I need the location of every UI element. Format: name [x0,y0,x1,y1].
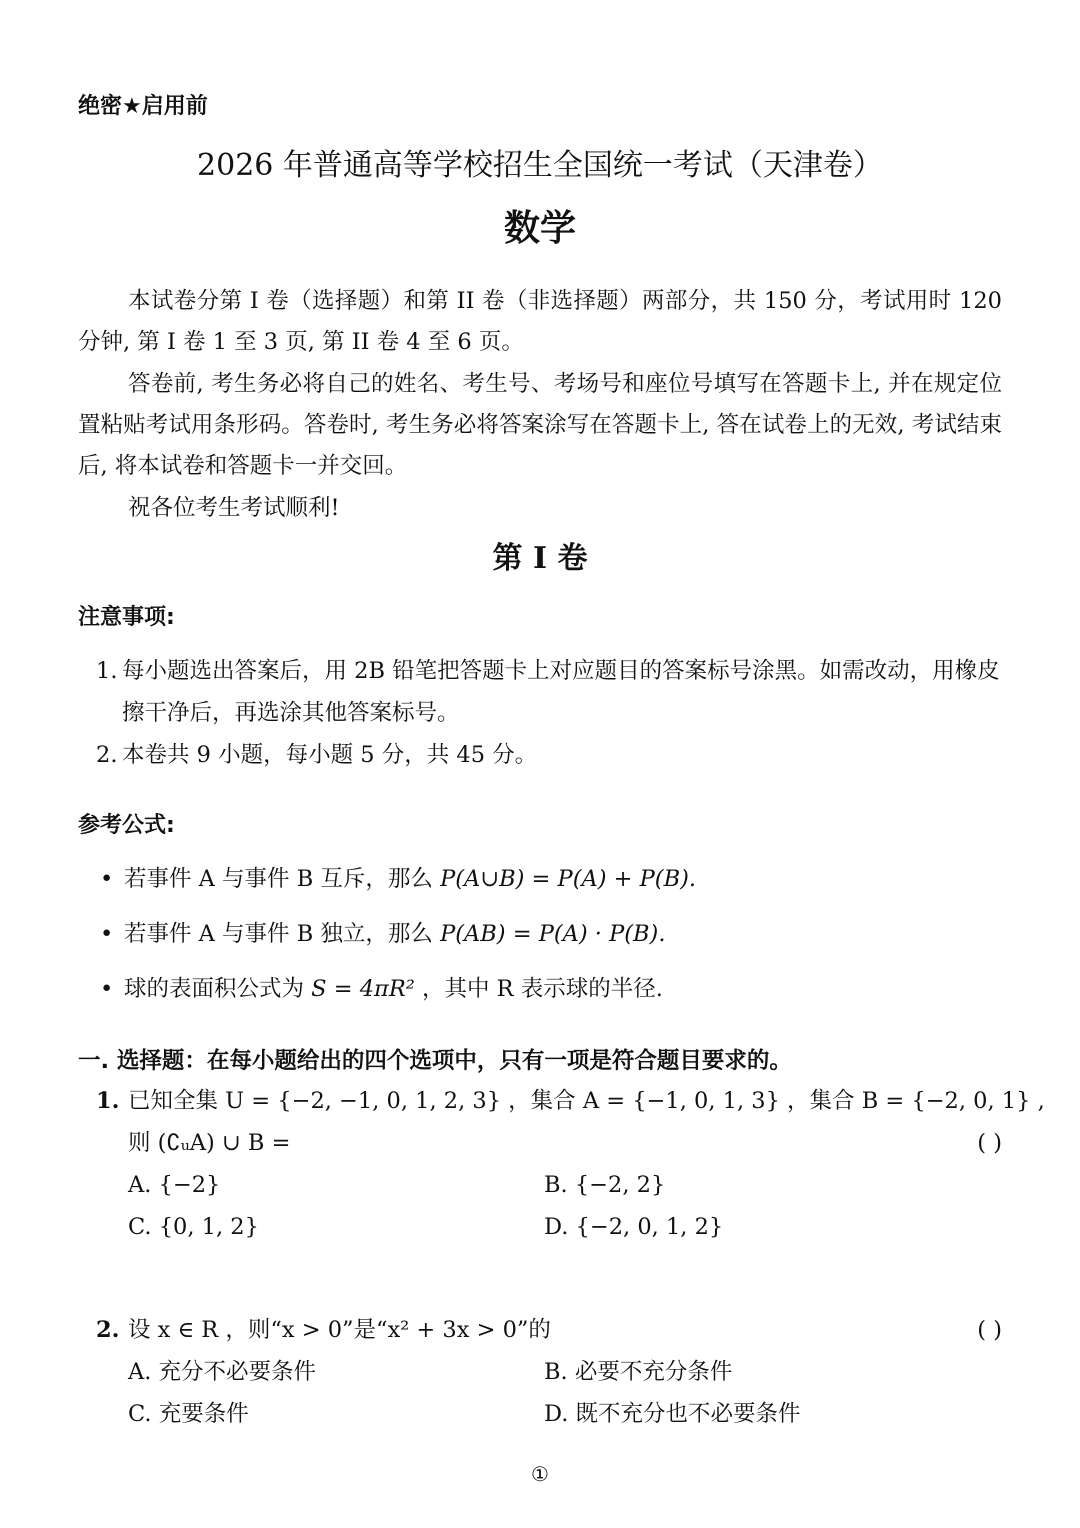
answer-blank: ( ) [977,1317,1002,1343]
option-d: D. 既不充分也不必要条件 [544,1401,801,1427]
bullet-icon: • [100,866,114,892]
intro-paragraph-1: 本试卷分第 I 卷（选择题）和第 II 卷（非选择题）两部分，共 150 分，考试用时 120 分钟, 第 I 卷 1 至 3 页, 第 II 卷 4 至 6 页。 [78,288,1002,355]
section-heading: 一. 选择题：在每小题给出的四个选项中，只有一项是符合题目要求的。 [78,1048,792,1074]
exam-title: 2026 年普通高等学校招生全国统一考试（天津卷） [197,148,883,183]
option-a: A. {−2} [128,1172,221,1198]
volume-title: 第 I 卷 [492,541,588,576]
notes-heading: 注意事项: [78,605,175,630]
option-c: C. 充要条件 [128,1401,249,1427]
notes-item [96,650,1006,734]
formula-math: S = 4πR² [311,976,415,1002]
question-stem-line-1: 已知全集 U = {−2, −1, 0, 1, 2, 3} ，集合 A = {−1, 0, 1, 3} ，集合 B = {−2, 0, 1} , [128,1088,1045,1114]
formulas-list [98,858,998,1023]
option-d: D. {−2, 0, 1, 2} [544,1214,724,1240]
notes-item-number: 1. [96,658,118,684]
subject-title: 数学 [503,208,576,249]
notes-item-number: 2. [96,742,118,768]
question-number: 1. [96,1088,120,1114]
page-number-mark: ① [531,1462,549,1486]
formulas-heading: 参考公式: [78,813,175,838]
intro-paragraph-3: 祝各位考生考试顺利! [128,495,340,521]
bullet-icon: • [100,976,114,1002]
answer-blank: ( ) [977,1130,1002,1156]
confidential-label: 绝密★启用前 [78,94,208,119]
notes-item-text: 每小题选出答案后，用 2B 铅笔把答题卡上对应题目的答案标号涂黑。如需改动，用橡皮擦干净后，再选涂其他答案标号。 [122,658,1000,726]
formula-math: P(A∪B) = P(A) + P(B). [440,866,697,892]
formula-item [98,913,998,968]
option-a: A. 充分不必要条件 [128,1359,317,1385]
formula-item [98,858,998,913]
formula-item [98,968,998,1023]
option-b: B. 必要不充分条件 [544,1359,733,1385]
formula-text: 若事件 A 与事件 B 互斥，那么 [124,866,433,892]
question-stem-line-2: 则 (∁ᵤA) ∪ B = [128,1130,291,1156]
notes-list [96,650,1006,776]
formula-text-rest: ，其中 R 表示球的半径. [421,976,663,1002]
question-stem-line-1: 设 x ∈ R ，则“x > 0”是“x² + 3x > 0”的 [128,1317,551,1343]
formula-text: 球的表面积公式为 [124,976,305,1002]
notes-item-text: 本卷共 9 小题，每小题 5 分，共 45 分。 [122,742,538,768]
question-number: 2. [96,1317,120,1343]
question-2 [96,1309,1006,1435]
option-c: C. {0, 1, 2} [128,1214,259,1240]
question-1 [96,1080,1045,1248]
option-b: B. {−2, 2} [544,1172,666,1198]
formula-math: P(AB) = P(A) · P(B). [440,921,666,947]
bullet-icon: • [100,921,114,947]
notes-item [96,734,1006,776]
formula-text: 若事件 A 与事件 B 独立，那么 [124,921,433,947]
intro-paragraph-2: 答卷前, 考生务必将自己的姓名、考生号、考场号和座位号填写在答题卡上, 并在规定位置粘贴考试用条形码。答卷时, 考生务必将答案涂写在答题卡上, 答在试卷上的无效, 考试结束后, 将本试卷和答题卡一并交回。 [78,371,1002,479]
